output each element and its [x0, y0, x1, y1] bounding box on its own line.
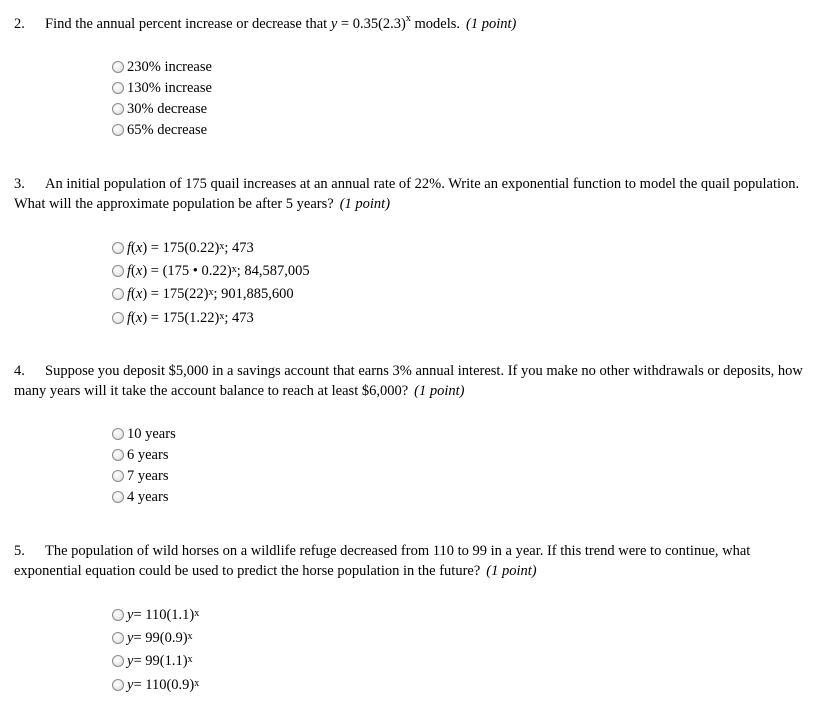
points-label: (1 point): [466, 16, 517, 32]
option-q3-d[interactable]: f ( x ) = 175(1.22) $^x$ ; 473: [112, 306, 310, 329]
radio-button[interactable]: [112, 609, 124, 621]
radio-button[interactable]: [112, 428, 124, 440]
question-4-text: 4. Suppose you deposit $5,000 in a savings account that earns 3% annual interest. If you make no other withdrawals or deposits, how: [14, 363, 803, 379]
radio-button[interactable]: [112, 265, 124, 277]
option-q5-c[interactable]: y = 99(1.1) $^x$: [112, 650, 199, 673]
question-5: 5. The population of wild horses on a wildlife refuge decreased from 110 to 99 in a year. If this trend were to continue, what exponential equation could be used to predict the horse population in the future? (1 point): [14, 541, 839, 581]
question-4-options: [112, 423, 176, 507]
option-q3-b[interactable]: f ( x ) = (175 • 0.22) $^x$ ; 84,587,005: [112, 259, 310, 282]
radio-button[interactable]: [112, 491, 124, 503]
question-5-options: [112, 603, 199, 696]
points-label: (1 point): [414, 383, 465, 399]
question-3-text: 3. An initial population of 175 quail increases at an annual rate of 22%. Write an exponential function to model the quail population.: [14, 176, 800, 192]
radio-button[interactable]: [112, 312, 124, 324]
question-number: 2.: [14, 16, 25, 32]
option-q5-d[interactable]: y = 110(0.9) $^x$: [112, 673, 199, 696]
option-q4-c[interactable]: 7 years: [112, 465, 176, 486]
radio-button[interactable]: [112, 288, 124, 300]
question-2: [14, 14, 839, 34]
radio-button[interactable]: [112, 679, 124, 691]
question-4: 4. Suppose you deposit $5,000 in a savings account that earns 3% annual interest. If you make no other withdrawals or deposits, how many years will it take the account balance to reach at least $6,000? (1 point): [14, 361, 839, 401]
question-number: 3.: [14, 176, 25, 192]
radio-button[interactable]: [112, 470, 124, 482]
option-q3-c[interactable]: f ( x ) = 175(22) $^x$ ; 901,885,600: [112, 283, 310, 306]
option-q2-b[interactable]: 130% increase: [112, 77, 212, 98]
question-number: 5.: [14, 543, 25, 559]
question-2-text: 2. Find the annual percent increase or decrease that $y = 0.35(2.3)^x$ models. (1 point): [14, 13, 517, 32]
radio-button[interactable]: [112, 82, 124, 94]
radio-button[interactable]: [112, 632, 124, 644]
question-2-options: [112, 56, 212, 140]
radio-button[interactable]: [112, 449, 124, 461]
points-label: (1 point): [339, 196, 391, 212]
question-3-options: [112, 236, 310, 329]
option-q3-a[interactable]: f ( x ) = 175(0.22) $^x$ ; 473: [112, 236, 310, 259]
radio-button[interactable]: [112, 242, 124, 254]
option-q5-b[interactable]: y = 99(0.9) $^x$: [112, 626, 199, 649]
question-5-text: 5. The population of wild horses on a wildlife refuge decreased from 110 to 99 in a year. If this trend were to continue, what: [14, 543, 751, 559]
question-number: 4.: [14, 363, 25, 379]
option-q5-a[interactable]: y = 110(1.1) $^x$: [112, 603, 199, 626]
radio-button[interactable]: [112, 103, 124, 115]
radio-button[interactable]: [112, 655, 124, 667]
option-q2-c[interactable]: 30% decrease: [112, 98, 212, 119]
option-q2-a[interactable]: 230% increase: [112, 56, 212, 77]
radio-button[interactable]: [112, 61, 124, 73]
radio-button[interactable]: [112, 124, 124, 136]
points-label: (1 point): [486, 563, 537, 579]
option-q2-d[interactable]: 65% decrease: [112, 119, 212, 140]
option-q4-b[interactable]: 6 years: [112, 444, 176, 465]
question-3: 3. An initial population of 175 quail increases at an annual rate of 22%. Write an exponential function to model the quail population. What will the approximate population be after 5 years? (1 point): [14, 174, 839, 214]
option-q4-d[interactable]: 4 years: [112, 486, 176, 507]
option-q4-a[interactable]: 10 years: [112, 423, 176, 444]
